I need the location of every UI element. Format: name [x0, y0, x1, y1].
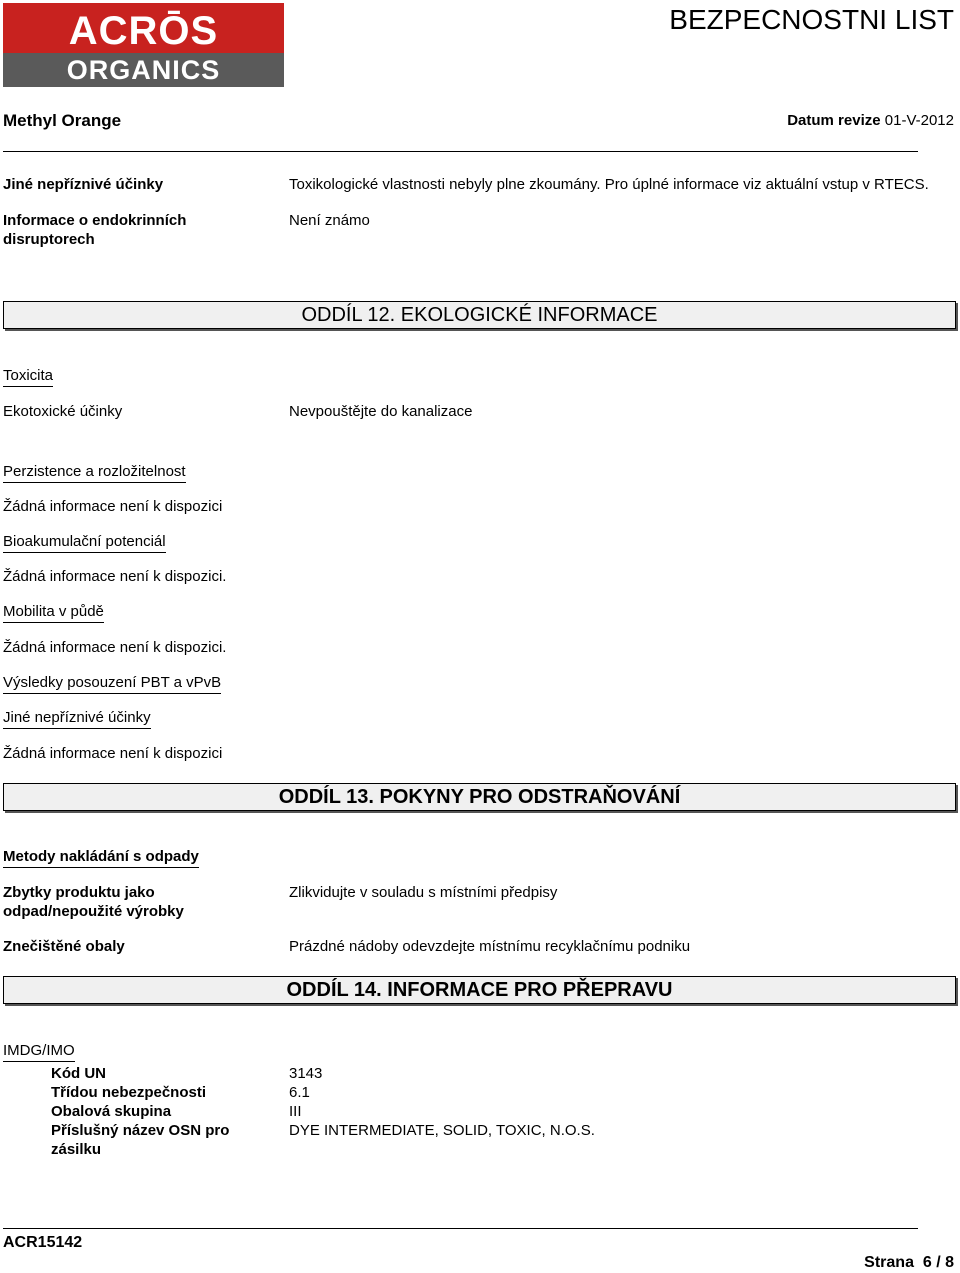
bioaccumulation-heading: Bioakumulační potenciál	[3, 532, 166, 553]
ecotox-label: Ekotoxické účinky	[3, 403, 123, 420]
acros-organics-logo	[3, 3, 284, 87]
persistence-value: Žádná informace není k dispozici	[3, 498, 223, 515]
other-adverse-value: Žádná informace není k dispozici	[3, 745, 223, 762]
transport-row-label: Příslušný název OSN pro zásilku	[51, 1122, 230, 1158]
pbt-heading: Výsledky posouzení PBT a vPvB	[3, 673, 221, 694]
page-label: Strana	[864, 1254, 914, 1271]
page-value: 6 / 8	[922, 1254, 954, 1271]
transport-row-label: Třídou nebezpečnosti	[51, 1084, 207, 1101]
other-adverse-heading: Jiné nepříznivé účinky	[3, 708, 151, 729]
footer-rule	[3, 1228, 918, 1229]
other-effects-label: Jiné nepříznivé účinky	[3, 176, 164, 193]
transport-row-value: III	[289, 1103, 302, 1120]
bioaccumulation-value: Žádná informace není k dispozici.	[3, 568, 227, 585]
residues-value: Zlikvidujte v souladu s místními předpisy	[289, 884, 558, 901]
persistence-heading: Perzistence a rozložitelnost	[3, 462, 186, 483]
residues-label: Zbytky produktu jako odpad/nepoužité výrobky	[3, 884, 184, 920]
logo-line1: ACRŌS	[68, 9, 219, 53]
document-title: BEZPECNOSTNI LIST	[669, 4, 954, 35]
header-rule	[3, 151, 918, 152]
mobility-heading: Mobilita v půdě	[3, 602, 104, 623]
toxicity-heading: Toxicita	[3, 366, 53, 387]
revision-date	[787, 111, 954, 131]
document-code: ACR15142	[3, 1234, 83, 1251]
packaging-value: Prázdné nádoby odevzdejte místnímu recyklačnímu podniku	[289, 938, 691, 955]
page-number	[864, 1253, 954, 1273]
imdg-heading: IMDG/IMO	[3, 1041, 75, 1062]
transport-row-value: DYE INTERMEDIATE, SOLID, TOXIC, N.O.S.	[289, 1122, 595, 1139]
mobility-value: Žádná informace není k dispozici.	[3, 639, 227, 656]
waste-methods-heading: Metody nakládání s odpady	[3, 847, 199, 868]
transport-row-value: 6.1	[289, 1084, 310, 1101]
section-13-heading: ODDÍL 13. POKYNY PRO ODSTRAŇOVÁNÍ	[3, 783, 956, 811]
product-name: Methyl Orange	[3, 111, 122, 130]
transport-row-value: 3143	[289, 1065, 323, 1082]
revision-label: Datum revize	[787, 112, 881, 129]
ecotox-value: Nevpouštějte do kanalizace	[289, 403, 473, 420]
logo-line2: ORGANICS	[66, 55, 221, 85]
transport-row-label: Kód UN	[51, 1065, 106, 1082]
section-12-heading: ODDÍL 12. EKOLOGICKÉ INFORMACE	[3, 301, 956, 329]
transport-row-label: Obalová skupina	[51, 1103, 172, 1120]
endocrine-value: Není známo	[289, 212, 370, 229]
section-14-heading: ODDÍL 14. INFORMACE PRO PŘEPRAVU	[3, 976, 956, 1004]
packaging-label: Znečištěné obaly	[3, 938, 125, 955]
revision-value: 01-V-2012	[884, 112, 954, 129]
endocrine-label: Informace o endokrinních disruptorech	[3, 212, 187, 248]
other-effects-value: Toxikologické vlastnosti nebyly plne zkoumány. Pro úplné informace viz aktuální vstup v RTECS.	[289, 176, 929, 193]
